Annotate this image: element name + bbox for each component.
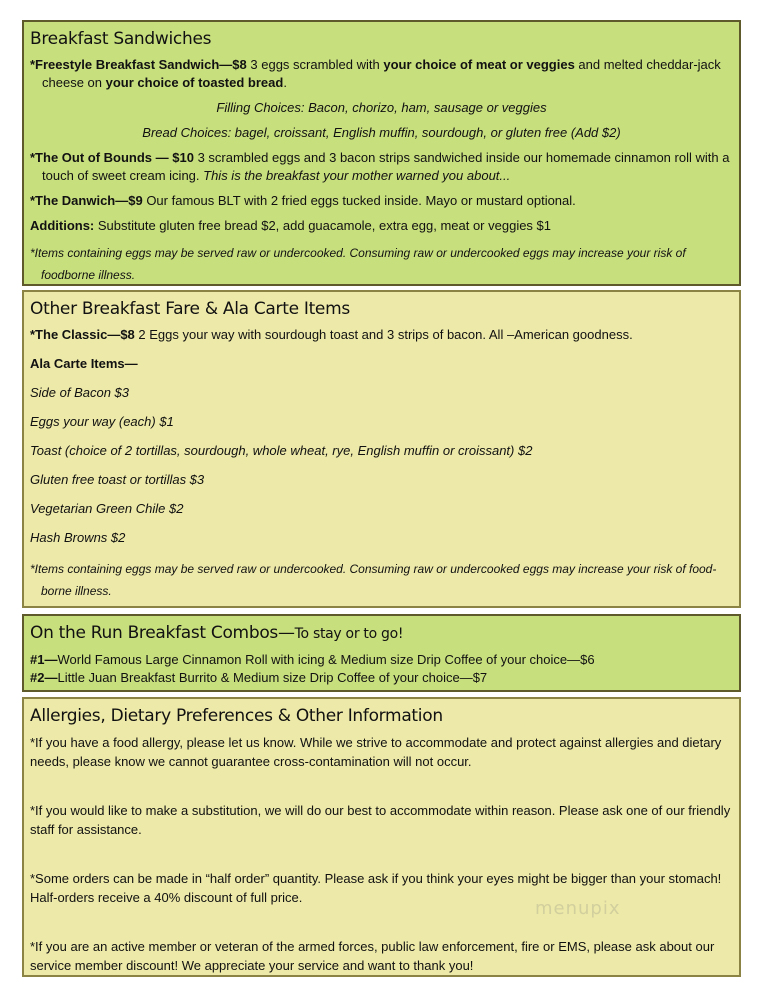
section-title: Breakfast Sandwiches: [30, 29, 212, 49]
menu-item-classic: [30, 326, 733, 344]
info-paragraph-service-discount: *If you are an active member or veteran of the armed forces, public law enforcement, fire or EMS, please ask about our service member discount! We appreciate your service and want to thank you!: [30, 939, 715, 973]
bread-choices: Bread Choices: bagel, croissant, English muffin, sourdough, or gluten free (Add $2): [142, 125, 621, 140]
ala-carte-item: Eggs your way (each) $1: [30, 414, 174, 429]
raw-egg-warning: *Items containing eggs may be served raw or undercooked. Consuming raw or undercooked eggs may increase your risk of foodborne illness.: [30, 246, 686, 282]
ala-carte-header-text: Ala Carte Items—: [30, 356, 138, 371]
info-paragraph-allergy: *If you have a food allergy, please let us know. While we strive to accommodate and protect against allergies and dietary needs, please know we cannot guarantee cross-contamination will not occur.: [30, 735, 722, 769]
ala-carte-item: Vegetarian Green Chile $2: [30, 501, 184, 516]
ala-carte-item: Side of Bacon $3: [30, 385, 130, 400]
combo-desc: Little Juan Breakfast Burrito & Medium size Drip Coffee of your choice—$7: [57, 670, 488, 685]
section-breakfast-sandwiches: [22, 20, 741, 286]
menu-item-freestyle: [30, 56, 733, 92]
ala-carte-item: Gluten free toast or tortillas $3: [30, 472, 205, 487]
combo-number: #2—: [30, 670, 58, 685]
ala-carte-header: [30, 355, 733, 373]
combo-item-2: [30, 669, 733, 687]
section-title: Allergies, Dietary Preferences & Other Information: [30, 706, 443, 726]
combo-desc: World Famous Large Cinnamon Roll with icing & Medium size Drip Coffee of your choice—$6: [57, 652, 595, 667]
combo-item-1: [30, 651, 733, 669]
additions: [30, 217, 733, 235]
raw-egg-warning: *Items containing eggs may be served raw or undercooked. Consuming raw or undercooked eggs may increase your risk of food-borne illness.: [30, 562, 717, 598]
info-paragraph-substitution: *If you would like to make a substitution, we will do our best to accommodate within reason. Please ask one of our friendly staff for assistance.: [30, 803, 731, 837]
section-title: Other Breakfast Fare & Ala Carte Items: [30, 299, 350, 319]
info-paragraph-half-order: *Some orders can be made in “half order” quantity. Please ask if you think your eyes might be bigger than your stomach! Half-orders receive a 40% discount of full price.: [30, 871, 722, 905]
section-other-fare: [22, 290, 741, 608]
item-desc-bold: your choice of toasted bread: [105, 75, 284, 90]
combos-title-text: On the Run Breakfast Combos—: [30, 623, 295, 643]
combo-number: #1—: [30, 652, 58, 667]
item-desc: .: [283, 75, 287, 90]
additions-desc: Substitute gluten free bread $2, add guacamole, extra egg, meat or veggies $1: [94, 218, 552, 233]
item-desc: Our famous BLT with 2 fried eggs tucked inside. Mayo or mustard optional.: [142, 193, 576, 208]
item-desc: 3 scrambled eggs and 3 bacon strips sandwiched inside our homemade cinnamon roll with a touch of sweet cream icing.: [42, 150, 730, 183]
item-name-price: *The Danwich—$9: [30, 193, 143, 208]
item-name-price: *The Classic—$8: [30, 327, 135, 342]
ala-carte-item: Hash Browns $2: [30, 530, 126, 545]
additions-label: Additions:: [30, 218, 95, 233]
item-desc: and melted cheddar-jack cheese on: [42, 57, 721, 90]
combos-subtitle: To stay or to go!: [294, 626, 404, 642]
menu-item-out-of-bounds: [30, 149, 733, 185]
item-name-price: *Freestyle Breakfast Sandwich—$8: [30, 57, 247, 72]
watermark: menupix: [535, 898, 621, 919]
filling-choices: Filling Choices: Bacon, chorizo, ham, sausage or veggies: [216, 100, 547, 115]
item-desc-bold: your choice of meat or veggies: [383, 57, 575, 72]
item-tagline: This is the breakfast your mother warned you about...: [203, 168, 511, 183]
menu-item-danwich: [30, 192, 733, 210]
section-title: [30, 622, 733, 645]
section-combos: [22, 614, 741, 692]
ala-carte-item: Toast (choice of 2 tortillas, sourdough, whole wheat, rye, English muffin or croissant) $2: [30, 443, 533, 458]
item-desc: 2 Eggs your way with sourdough toast and 3 strips of bacon. All –American goodness.: [134, 327, 633, 342]
item-name-price: *The Out of Bounds — $10: [30, 150, 194, 165]
item-desc: 3 eggs scrambled with: [246, 57, 384, 72]
section-info: [22, 697, 741, 977]
